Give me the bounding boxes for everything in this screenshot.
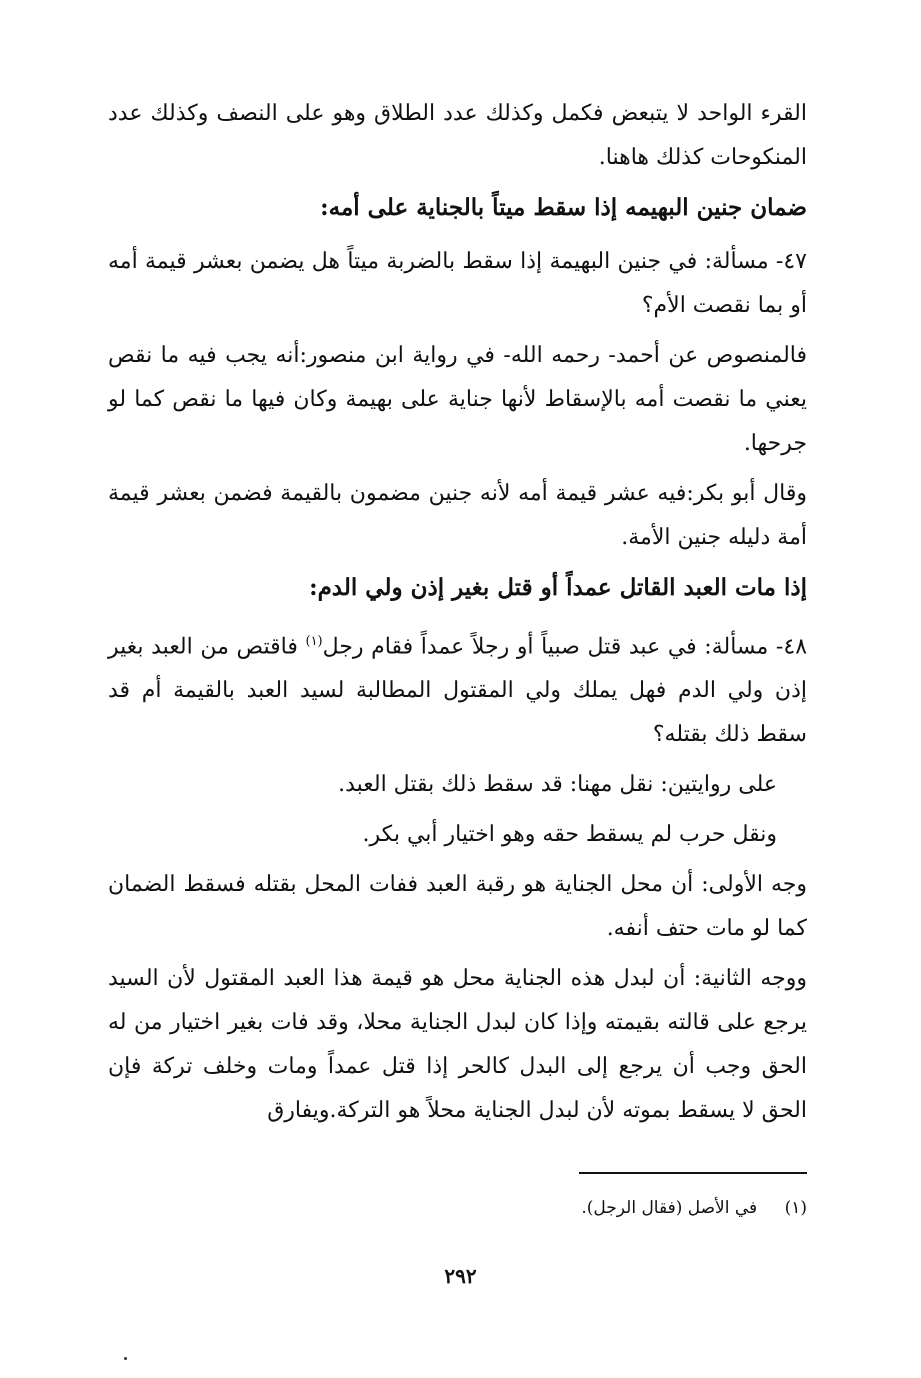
footnote-divider [579,1172,807,1174]
paragraph-abu-bakr: وقال أبو بكر:فيه عشر قيمة أمه لأنه جنين مضمون بالقيمة فضمن بعشر قيمة أمة دليله جنين الأمة. [108,481,807,550]
issue-48-rest: فاقتص من العبد بغير إذن ولي الدم فهل يملك ولي المقتول المطالبة لسيد العبد بالقيمة أم قد سقط ذلك بقتله؟ [108,634,807,748]
paragraph-issue-48 [108,620,807,757]
footnote-reference[interactable]: (١) [305,634,323,649]
paragraph-first-view: وجه الأولى: أن محل الجناية هو رقبة العبد ففات المحل بقتله فسقط الضمان كما لو مات حتف أنفه. [108,872,807,942]
footnote-marker: (١) [784,1198,807,1218]
page-body [108,92,807,1139]
paragraph-harb-narration: ونقل حرب لم يسقط حقه وهو اختيار أبي بكر. [362,822,777,848]
paragraph-issue-47: ٤٧- مسألة: في جنين البهيمة إذا سقط بالضربة ميتاً هل يضمن بعشر قيمة أمه أو بما نقصت الأم؟ [108,249,807,318]
page-number: ٢٩٢ [444,1264,477,1288]
paragraph-qur-counting: القرء الواحد لا يتبعض فكمل وكذلك عدد الطلاق وهو على النصف وكذلك عدد المنكوحات كذلك هاهنا. [108,101,807,170]
footnote [300,1196,807,1220]
heading-slave-killer: إذا مات العبد القاتل عمداً أو قتل بغير إذن ولي الدم: [309,574,807,601]
scan-speck [124,1357,127,1360]
paragraph-second-view: ووجه الثانية: أن لبدل هذه الجناية محل هو قيمة هذا العبد المقتول لأن السيد يرجع على قالته بقيمته وإذا كان لبدل الجناية محلا، وقد فات بغير اختيار من له الحق وجب أن يرجع إلى البدل كالحر إذا قتل عمداً ومات وخلف تركة فإن الحق لا يسقط بموته لأن لبدل الجناية محلاً هو التركة.ويفارق [108,966,807,1124]
footnote-text: في الأصل (فقال الرجل). [581,1198,758,1218]
issue-48-start: ٤٨- مسألة: في عبد قتل صبياً أو رجلاً عمداً فقام رجل [322,634,808,660]
paragraph-two-narrations: على روايتين: نقل مهنا: قد سقط ذلك بقتل العبد. [338,772,777,798]
heading-animal-fetus: ضمان جنين البهيمه إذا سقط ميتاً بالجناية على أمه: [320,194,807,221]
paragraph-ahmad-text: فالمنصوص عن أحمد- رحمه الله- في رواية ابن منصور:أنه يجب فيه ما نقص يعني ما نقصت أمه بالإسقاط لأنها جناية على بهيمة وكان فيها ما نقص كما لو جرحها. [108,343,807,456]
